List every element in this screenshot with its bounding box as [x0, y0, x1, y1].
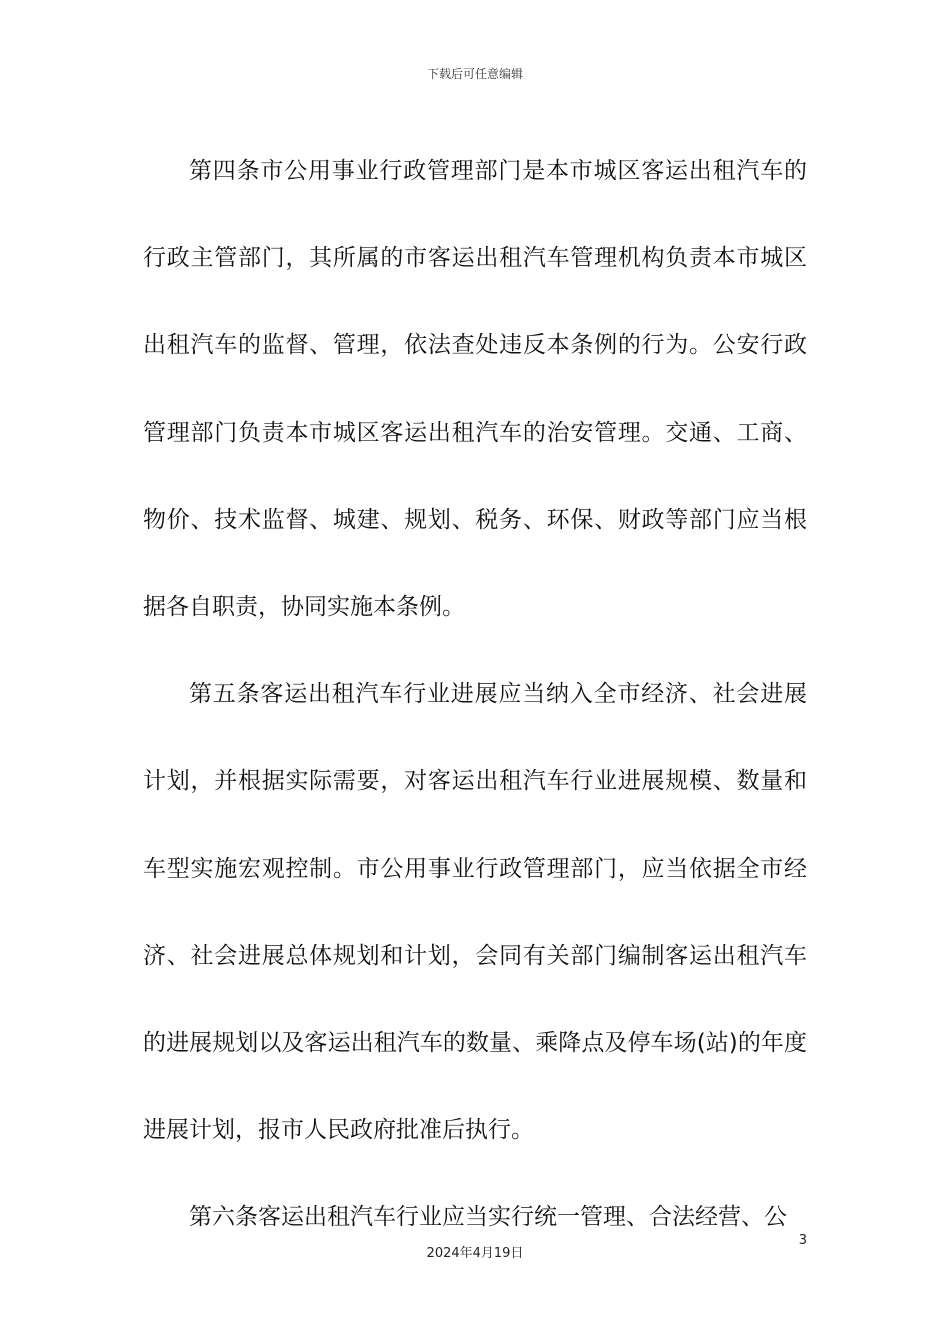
paragraph-article-6: 第六条客运出租汽车行业应当实行统一管理、合法经营、公 — [189, 1204, 787, 1231]
page-header: 下载后可任意编辑 — [426, 67, 523, 81]
document-body — [143, 128, 807, 1262]
paragraph-article-4: 第四条市公用事业行政管理部门是本市城区客运出租汽车的行政主管部门，其所属的市客运出租汽车管理机构负责本市城区出租汽车的监督、管理，依法查处违反本条例的行为。公安行政管理部门负责本市城区客运出租汽车的治安管理。交通、工商、物价、技术监督、城建、规划、税务、环保、财政等部门应当根据各自职责，协同实施本条例。 — [143, 158, 807, 621]
footer-date: 2024年4月19日 — [426, 1246, 524, 1261]
paragraph-article-5: 第五条客运出租汽车行业进展应当纳入全市经济、社会进展计划，并根据实际需要，对客运出租汽车行业进展规模、数量和车型实施宏观控制。市公用事业行政管理部门，应当依据全市经济、社会进展总体规划和计划，会同有关部门编制客运出租汽车的进展规划以及客运出租汽车的数量、乘降点及停车场(站)的年度进展计划，报市人民政府批准后执行。 — [143, 681, 807, 1144]
page-number: 3 — [798, 1233, 807, 1248]
